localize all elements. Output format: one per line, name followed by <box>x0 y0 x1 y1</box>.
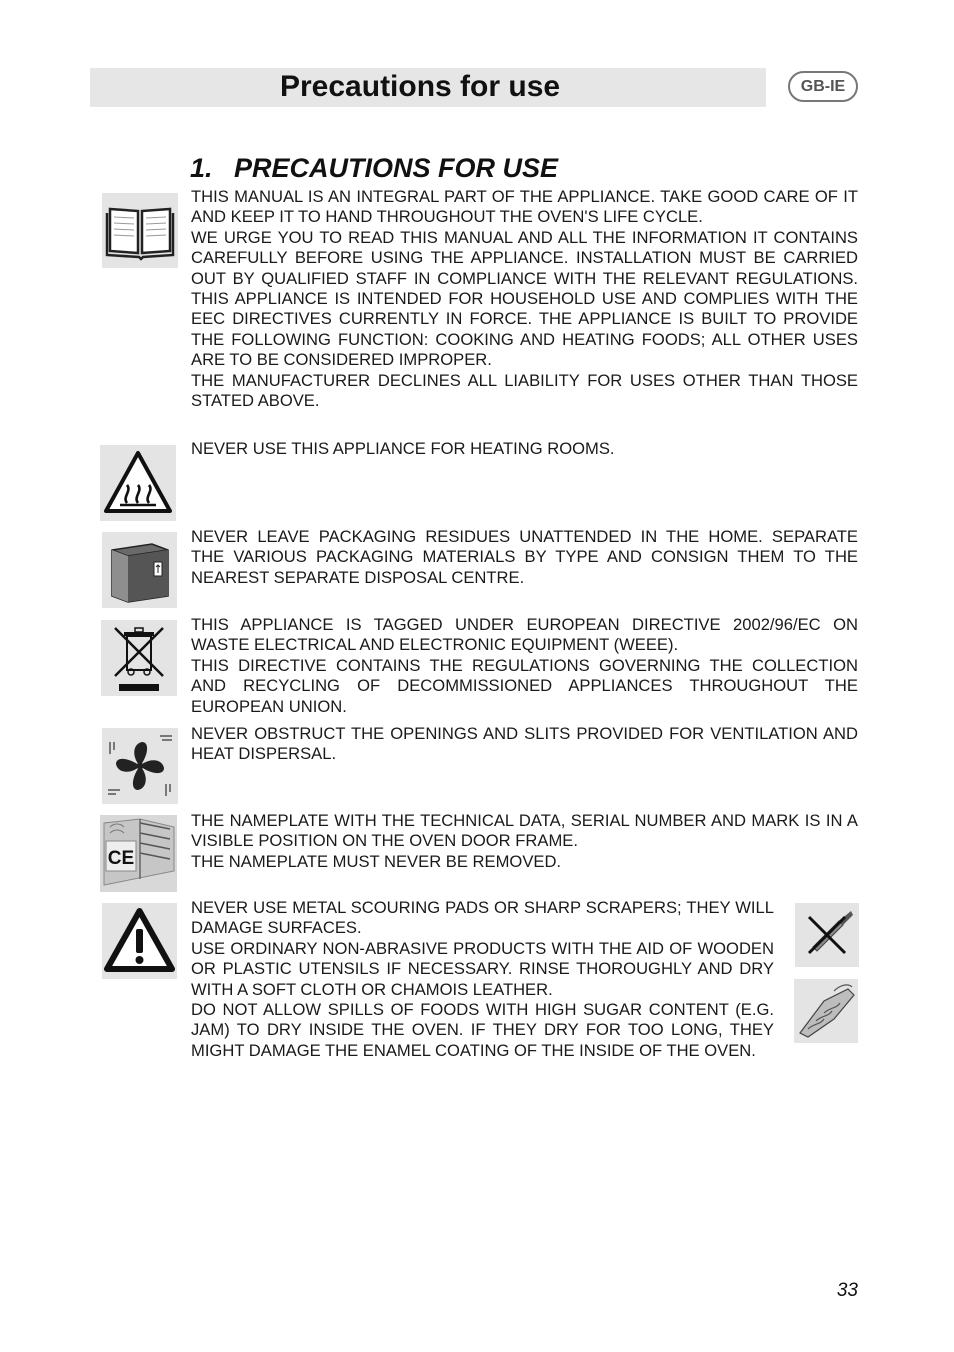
no-scraper-icon <box>795 903 859 967</box>
ce-mark: CE <box>107 848 135 869</box>
sponge-cloth-icon <box>794 979 858 1043</box>
paragraph: USE ORDINARY NON-ABRASIVE PRODUCTS WITH THE AID OF WOODEN OR PLASTIC UTENSILS IF NECESSARY. RINSE THOROUGHLY AND DRY WITH A SOFT CLOTH OR CHAMOIS LEATHER. <box>191 938 774 999</box>
section-number: 1. <box>190 153 213 183</box>
paragraph: NEVER USE METAL SCOURING PADS OR SHARP SCRAPERS; THEY WILL DAMAGE SURFACES. <box>191 898 774 938</box>
open-book-icon <box>102 193 178 268</box>
heating-text-block <box>191 439 858 459</box>
manual-text-block <box>191 187 858 411</box>
paragraph: DO NOT ALLOW SPILLS OF FOODS WITH HIGH SUGAR CONTENT (E.G. JAM) TO DRY INSIDE THE OVEN. IF THEY DRY FOR TOO LONG, THEY MIGHT DAMAGE THE ENAMEL COATING OF THE INSIDE OF THE OVEN. <box>191 1000 774 1060</box>
language-badge: GB-IE <box>788 71 858 102</box>
paragraph: THIS DIRECTIVE CONTAINS THE REGULATIONS GOVERNING THE COLLECTION AND RECYCLING OF DECOMMISSIONED APPLIANCES THROUGHOUT THE EUROPEAN UNION. <box>191 655 858 716</box>
section-heading <box>190 152 558 184</box>
paragraph: WE URGE YOU TO READ THIS MANUAL AND ALL THE INFORMATION IT CONTAINS CAREFULLY BEFORE USING THE APPLIANCE. INSTALLATION MUST BE CARRIED OUT BY QUALIFIED STAFF IN COMPLIANCE WITH THE RELEVANT REGULATIONS. THIS APPLIANCE IS INTENDED FOR HOUSEHOLD USE AND COMPLIES WITH THE EEC DIRECTIVES CURRENTLY IN FORCE. THE APPLIANCE IS BUILT TO PROVIDE THE FOLLOWING FUNCTION: COOKING AND HEATING FOODS; ALL OTHER USES ARE TO BE CONSIDERED IMPROPER. <box>191 227 858 370</box>
cleaning-text-block <box>191 898 774 1061</box>
ventilation-text-block <box>191 724 858 765</box>
page-title: Precautions for use <box>280 70 561 103</box>
paragraph: THIS MANUAL IS AN INTEGRAL PART OF THE APPLIANCE. TAKE GOOD CARE OF IT AND KEEP IT TO HAND THROUGHOUT THE OVEN'S LIFE CYCLE. <box>191 187 858 227</box>
paragraph: NEVER OBSTRUCT THE OPENINGS AND SLITS PROVIDED FOR VENTILATION AND HEAT DISPERSAL. <box>191 724 858 764</box>
paragraph: THE NAMEPLATE MUST NEVER BE REMOVED. <box>191 851 562 871</box>
packaging-box-icon <box>102 532 177 608</box>
nameplate-text-block <box>191 811 858 872</box>
ce-nameplate-icon <box>100 815 177 892</box>
paragraph: THE MANUFACTURER DECLINES ALL LIABILITY FOR USES OTHER THAN THOSE STATED ABOVE. <box>191 370 858 411</box>
paragraph: NEVER USE THIS APPLIANCE FOR HEATING ROOMS. <box>191 439 615 458</box>
hot-surface-warning-icon <box>100 445 176 521</box>
weee-text-block <box>191 615 858 717</box>
fan-icon <box>102 728 178 804</box>
page-number: 33 <box>836 1280 858 1301</box>
warning-triangle-icon <box>102 903 177 979</box>
packaging-text-block <box>191 527 858 588</box>
paragraph: THE NAMEPLATE WITH THE TECHNICAL DATA, SERIAL NUMBER AND MARK IS IN A VISIBLE POSITION ON THE OVEN DOOR FRAME. <box>191 811 858 851</box>
crossed-bin-icon <box>101 620 177 696</box>
header-bar <box>90 68 766 107</box>
paragraph: NEVER LEAVE PACKAGING RESIDUES UNATTENDED IN THE HOME. SEPARATE THE VARIOUS PACKAGING MATERIALS BY TYPE AND CONSIGN THEM TO THE NEAREST SEPARATE DISPOSAL CENTRE. <box>191 527 858 587</box>
section-title: PRECAUTIONS FOR USE <box>234 153 559 183</box>
paragraph: THIS APPLIANCE IS TAGGED UNDER EUROPEAN DIRECTIVE 2002/96/EC ON WASTE ELECTRICAL AND ELECTRONIC EQUIPMENT (WEEE). <box>191 615 858 655</box>
